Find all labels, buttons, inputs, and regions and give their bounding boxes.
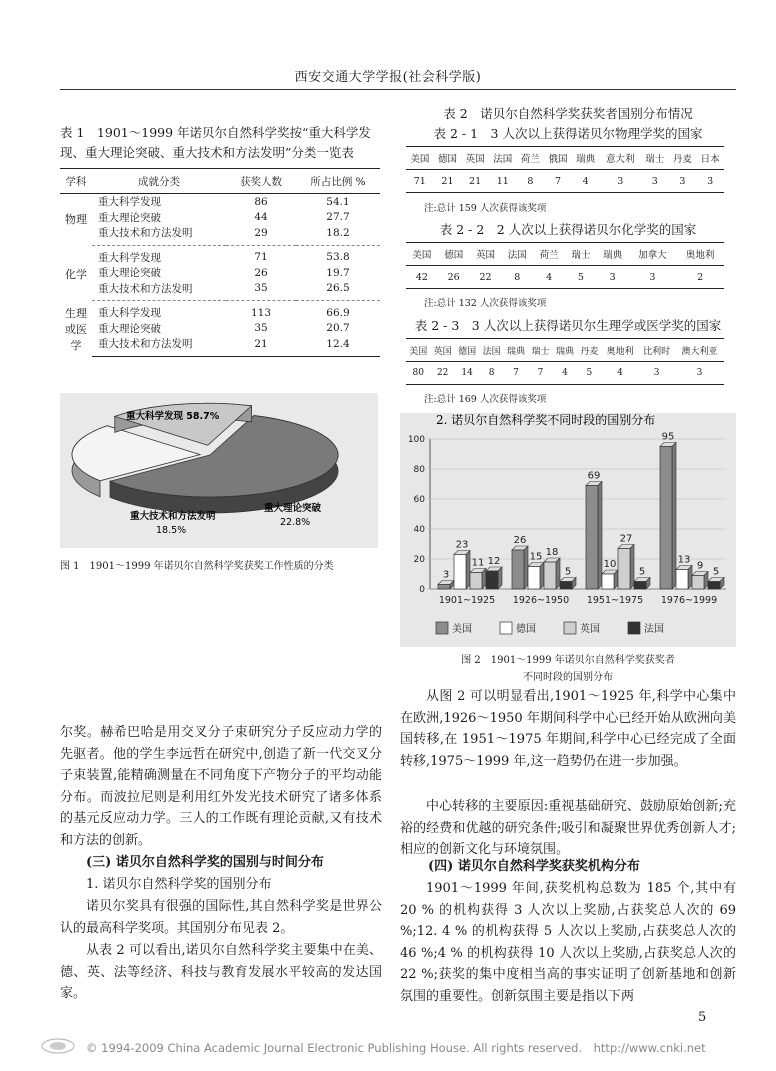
table-row [60,245,380,265]
country-cell: 加拿大 [629,243,677,266]
bar-svg [400,413,736,647]
table-row [60,265,380,281]
right-paragraph-2: 中心转移的主要原因:重视基础研究、鼓励原始创新;充裕的经费和优越的研究条件;吸引和凝聚世界优秀创新人才;相应的创新文化与环境氛围。 [400,799,736,857]
bar-side [672,443,676,590]
count-cell: 4 [572,170,600,193]
legend-swatch [628,622,640,634]
table2-2-note: 注:总计 132 人次获得该奖项 [424,298,547,309]
bar [544,562,556,589]
table-row [60,281,380,301]
figure2-caption [400,652,736,686]
table-cell: 重大技术和方法发明 [92,336,226,356]
bar-value-label: 9 [696,560,704,572]
subject-medicine: 生理或医学 [65,307,87,353]
bar [528,567,540,590]
bar-value-label: 5 [712,566,720,578]
table-row [60,336,380,356]
country-cell: 德国 [455,339,479,362]
copyright-footer: © 1994-2009 China Academic Journal Electronic Publishing House. All rights reserved. http://www.cnki.net [86,1041,706,1055]
bar [708,582,720,590]
bar [586,486,598,590]
table2-3-note: 注:总计 169 人次获得该奖项 [424,394,547,405]
count-cell: 4 [553,362,577,385]
legend-label: 英国 [580,624,600,635]
table-cell: 113 [250,306,272,319]
table-cell: 26.5 [296,281,380,301]
legend-swatch [564,622,576,634]
bar [602,574,614,589]
table-cell: 重大科学发现 [98,196,161,209]
figure1-caption: 图 1 1901～1999 年诺贝尔自然科学奖获奖工作性质的分类 [60,561,334,572]
pie-label-theory-name: 重大理论突破 [264,503,322,514]
y-tick-label: 60 [413,495,425,505]
cnki-logo-icon [40,1036,76,1056]
bar-value-label: 3 [442,569,450,581]
country-cell: 瑞典 [553,339,577,362]
count-cell: 2 [676,266,724,289]
table-cell: 53.8 [326,251,350,264]
table-cell: 重大理论突破 [98,267,161,280]
country-cell: 澳大利亚 [675,339,724,362]
table-cell: 12.4 [296,336,380,356]
country-cell: 法国 [479,339,503,362]
bar-value-label: 11 [471,557,485,569]
bar-value-label: 23 [455,539,469,551]
table-cell: 18.2 [296,225,380,245]
right-heading-4: (四) 诺贝尔自然科学奖获奖机构分布 [428,859,640,874]
country-cell: 丹麦 [669,147,697,170]
table-cell: 20.7 [326,322,350,335]
country-cell: 荷兰 [533,243,565,266]
journal-title: 西安交通大学学报(社会科学版) [294,70,482,85]
table2-title: 表 2 诺贝尔自然科学奖获奖者国别分布情况 [443,106,693,121]
bar-value-label: 18 [545,547,559,558]
table1-title: 表 1 1901～1999 年诺贝尔自然科学奖按“重大科学发现、重大理论突破、重大技术和方法发明”分类一览表 [60,125,371,160]
bar [634,582,646,590]
subject-physics: 物理 [65,212,87,226]
country-cell: 德国 [434,147,462,170]
count-cell: 8 [517,170,545,193]
country-cell: 英国 [430,339,454,362]
bar [618,549,630,590]
country-cell: 比利时 [638,339,675,362]
count-cell: 3 [669,170,697,193]
table-cell: 重大技术和方法发明 [92,225,226,245]
bar-side [466,551,470,590]
count-cell: 4 [602,362,639,385]
table-cell: 重大科学发现 [98,251,161,264]
pie-svg [60,393,378,548]
count-cell: 11 [489,170,517,193]
bar [512,550,524,589]
table-row [60,194,380,210]
y-tick-label: 100 [407,435,425,445]
table-cell: 66.9 [326,306,350,319]
bar-side [540,563,544,590]
table-cell: 29 [226,225,296,245]
table-row [406,170,724,193]
country-cell: 美国 [406,243,438,266]
country-cell: 荷兰 [517,147,545,170]
table-cell: 重大理论突破 [98,211,161,224]
table-row [406,266,724,289]
table1-header-pct: 所占比例 % [296,169,380,194]
table-cell: 重大科学发现 [98,307,161,320]
count-cell: 5 [577,362,601,385]
y-tick-label: 20 [413,555,425,565]
country-cell: 瑞士 [565,243,597,266]
country-cell: 日本 [696,147,724,170]
country-cell: 瑞典 [504,339,528,362]
left-paragraph-3: 从表 2 可以看出,诺贝尔自然科学奖主要集中在美、德、英、法等经济、科技与教育发展水平较高的发达国家。 [60,943,382,1001]
country-cell: 丹麦 [577,339,601,362]
bar [438,585,450,590]
count-cell: 3 [597,266,629,289]
figure1-pie-chart [60,393,378,548]
count-cell: 3 [599,170,640,193]
legend-swatch [436,622,448,634]
bar [676,570,688,590]
table2-2-title: 表 2 - 2 2 人次以上获得诺贝尔化学奖的国家 [439,222,697,237]
table2-1 [406,146,724,193]
legend-label: 美国 [452,624,472,635]
figure2-caption-line1: 图 2 1901～1999 年诺贝尔自然科学奖获奖者 [461,655,675,666]
left-heading-3-1: 1. 诺贝尔自然科学奖的国别分布 [86,877,272,892]
count-cell: 8 [501,266,533,289]
table2-1-note: 注:总计 159 人次获得该奖项 [424,203,547,214]
bar-side [482,569,486,590]
table-cell: 26 [254,266,268,279]
figure2-bar-chart [400,413,736,647]
pie-label-tech-name: 重大技术和方法发明 [130,511,216,522]
x-tick-label: 1951~1975 [586,595,644,606]
bar-value-label: 26 [513,535,527,546]
country-cell: 瑞士 [641,147,669,170]
count-cell: 22 [470,266,502,289]
count-cell: 3 [629,266,677,289]
bar-value-label: 13 [677,554,691,566]
count-cell: 8 [479,362,503,385]
header-rule [60,89,736,90]
bar-value-label: 27 [619,533,633,545]
table-row [60,225,380,245]
table-row [60,210,380,226]
bar-value-label: 69 [587,470,601,482]
pie-label-tech-pct: 18.5% [156,525,187,536]
bar-layer [408,432,726,636]
country-cell: 美国 [406,147,434,170]
count-cell: 3 [696,170,724,193]
bar-value-label: 95 [661,431,675,443]
count-cell: 5 [565,266,597,289]
bar [486,571,498,589]
bar-side [498,567,502,589]
country-cell: 美国 [406,339,430,362]
figure2-caption-line2: 不同时段的国别分布 [523,672,613,683]
bar-side [688,566,692,590]
bar-value-label: 12 [487,556,501,567]
bar-side [598,482,602,590]
count-cell: 3 [675,362,724,385]
table-cell: 86 [254,195,268,208]
right-paragraph-1: 从图 2 可以明显看出,1901～1925 年,科学中心集中在欧洲,1926～1950 年期间科学中心已经开始从欧洲向美国转移,在 1951～1975 年期间,科学中心已经完成了全面转移,1975～1999 年,这一趋势仍在进一步加强。 [400,689,736,769]
bar-side [524,546,528,589]
count-cell: 14 [455,362,479,385]
table-cell: 21 [226,336,296,356]
bar-side [556,558,560,589]
country-cell: 意大利 [599,147,640,170]
table-cell: 35 [254,322,268,335]
table-cell: 19.7 [326,266,350,279]
table2-3 [406,338,724,385]
count-cell: 7 [528,362,552,385]
table1-header-count: 获奖人数 [226,169,296,194]
y-tick-label: 40 [413,525,425,535]
table1-header-subject: 学科 [60,169,92,194]
country-cell: 德国 [438,243,470,266]
table-row [406,362,724,385]
table2-1-title: 表 2 - 1 3 人次以上获得诺贝尔物理学奖的国家 [433,126,703,141]
bar [560,582,572,590]
count-cell: 21 [434,170,462,193]
bar-value-label: 15 [529,551,543,563]
table-cell: 54.1 [326,195,350,208]
table-row [60,301,380,321]
x-tick-label: 1901~1925 [438,595,496,606]
count-cell: 3 [641,170,669,193]
table-row [406,243,724,266]
count-cell: 7 [504,362,528,385]
table-cell: 44 [254,211,268,224]
table-row [60,321,380,337]
table-cell: 重大技术和方法发明 [92,281,226,301]
table-cell: 27.7 [326,211,350,224]
legend-label: 德国 [516,624,536,635]
bar [660,447,672,590]
bar-side [630,545,634,590]
y-tick-label: 80 [413,465,425,475]
country-cell: 瑞士 [528,339,552,362]
count-cell: 7 [544,170,572,193]
country-cell: 奥地利 [676,243,724,266]
country-cell: 俄国 [544,147,572,170]
page-number: 5 [698,1010,707,1025]
country-cell: 奥地利 [602,339,639,362]
left-paragraph-2: 诺贝尔奖具有很强的国际性,其自然科学奖是世界公认的最高科学奖项。其国别分布见表 2。 [60,899,382,936]
right-paragraph-3: 1901～1999 年间,获奖机构总数为 185 个,其中有 20 % 的机构获得 3 人次以上奖励,占获奖总人次的 69 %;12. 4 % 的机构获得 5 人次以上奖励,占获奖总人次的 46 %;4 % 的机构获得 10 人次以上奖励,占获奖总人次的 22 %;获奖的集中度相当高的事实证明了创新基地和创新氛围的重要性。创新氛围主要是指以下两 [400,881,736,1004]
count-cell: 42 [406,266,438,289]
pie-label-discovery: 重大科学发现 58.7% [126,411,220,422]
bar-value-label: 5 [564,566,572,578]
table-cell: 71 [254,251,268,264]
country-cell: 瑞典 [572,147,600,170]
table1-header-category: 成就分类 [92,169,226,194]
bar-value-label: 5 [638,566,646,578]
country-cell: 瑞典 [597,243,629,266]
country-cell: 法国 [501,243,533,266]
bar-value-label: 10 [603,559,617,570]
legend-label: 法国 [644,624,664,635]
left-paragraph-1: 尔奖。赫希巴哈是用交叉分子束研究分子反应动力学的先驱者。他的学生李远哲在研究中,创造了新一代交叉分子束装置,能精确测量在不同角度下产物分子的平均动能分布。而波拉尼则是利用红外发光技术研究了诸多体系的基元反应动力学。三人的工作既有理论贡献,又有技术和方法的创新。 [60,725,382,848]
bar [692,576,704,590]
table2-3-title: 表 2 - 3 3 人次以上获得诺贝尔生理学或医学奖的国家 [414,318,722,333]
y-tick-label: 0 [419,585,425,595]
table1 [60,168,380,357]
table-cell: 35 [226,281,296,301]
left-heading-3: (三) 诺贝尔自然科学奖的国别与时间分布 [86,855,324,870]
count-cell: 3 [638,362,675,385]
subject-chemistry: 化学 [65,267,87,281]
count-cell: 71 [406,170,434,193]
country-cell: 英国 [470,243,502,266]
x-tick-label: 1926~1950 [512,595,570,606]
table-row [406,339,724,362]
count-cell: 21 [461,170,489,193]
country-cell: 英国 [461,147,489,170]
bar [454,555,466,590]
legend-swatch [500,622,512,634]
count-cell: 4 [533,266,565,289]
table-row [406,147,724,170]
pie-label-theory-pct: 22.8% [280,517,311,528]
count-cell: 80 [406,362,430,385]
count-cell: 26 [438,266,470,289]
table-cell: 重大理论突破 [98,322,161,335]
table2-2 [406,242,724,289]
bar [470,573,482,590]
country-cell: 法国 [489,147,517,170]
bar-chart-title: 2. 诺贝尔自然科学奖不同时段的国别分布 [436,413,656,427]
count-cell: 22 [430,362,454,385]
x-tick-label: 1976~1999 [660,595,718,606]
